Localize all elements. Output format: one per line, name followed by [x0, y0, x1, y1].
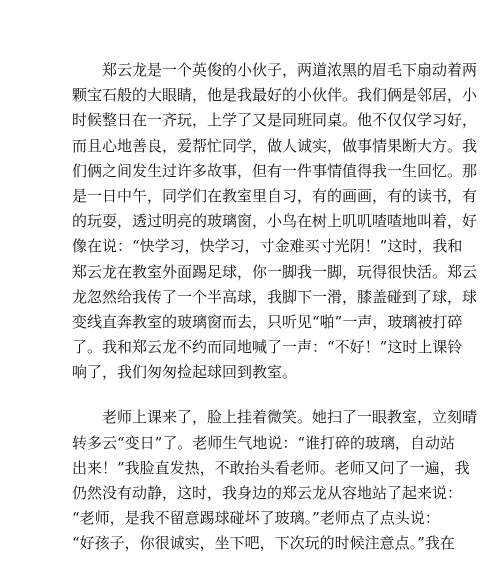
text-line: 响了，我们匆匆捡起球回到教室。: [72, 363, 298, 382]
text-line: “好孩子，你很诚实，坐下吧，下次玩的时候注意点。”我在: [72, 534, 455, 553]
text-line: 的玩耍，透过明亮的玻璃窗，小鸟在树上叽叽喳喳地叫着，好: [72, 212, 478, 231]
document-page: [72, 58, 478, 557]
paragraph-2: [72, 405, 478, 556]
text-line: 们俩之间发生过许多故事，但有一件事情值得我一生回忆。那: [72, 161, 478, 180]
text-line: 时候整日在一齐玩，上学了又是同班同桌。他不仅仅学习好，: [72, 111, 478, 130]
text-line: “老师，是我不留意踢球碰坏了玻璃。”老师点了点头说：: [72, 509, 440, 528]
text-line: 龙忽然给我传了一个半高球，我脚下一滑，膝盖碰到了球，球: [72, 287, 478, 306]
text-line: 了。我和郑云龙不约而同地喊了一声：“不好！”这时上课铃: [72, 338, 463, 357]
text-line: 像在说：“快学习，快学习，寸金难买寸光阴！”这时，我和: [72, 237, 463, 256]
text-line: 郑云龙是一个英俊的小伙子，两道浓黑的眉毛下扇动着两: [102, 61, 478, 79]
text-line: 而且心地善良，爱帮忙同学，做人诚实，做事情果断大方。我: [72, 136, 478, 155]
text-line: 转多云“变日”了。老师生气地说：“谁打碎的玻璃，自动站: [72, 433, 456, 452]
text-line: 老师上课来了，脸上挂着微笑。她扫了一眼教室，立刻晴: [102, 408, 478, 427]
text-line: 出来！”我脸直发热，不敢抬头看老师。老师又问了一遍，我: [72, 458, 470, 477]
text-line: 颗宝石般的大眼睛，他是我最好的小伙伴。我们俩是邻居，小: [72, 86, 478, 105]
paragraph-1: [72, 58, 478, 385]
text-line: 仍然没有动静，这时，我身边的郑云龙从容地站了起来说：: [72, 484, 463, 502]
text-line: 是一日中午，同学们在教室里自习，有的画画，有的读书，有: [72, 186, 478, 205]
text-line: 郑云龙在教室外面踢足球，你一脚我一脚，玩得很快活。郑云: [72, 262, 478, 281]
text-line: 变线直奔教室的玻璃窗而去，只听见“啪”一声，玻璃被打碎: [72, 312, 463, 331]
